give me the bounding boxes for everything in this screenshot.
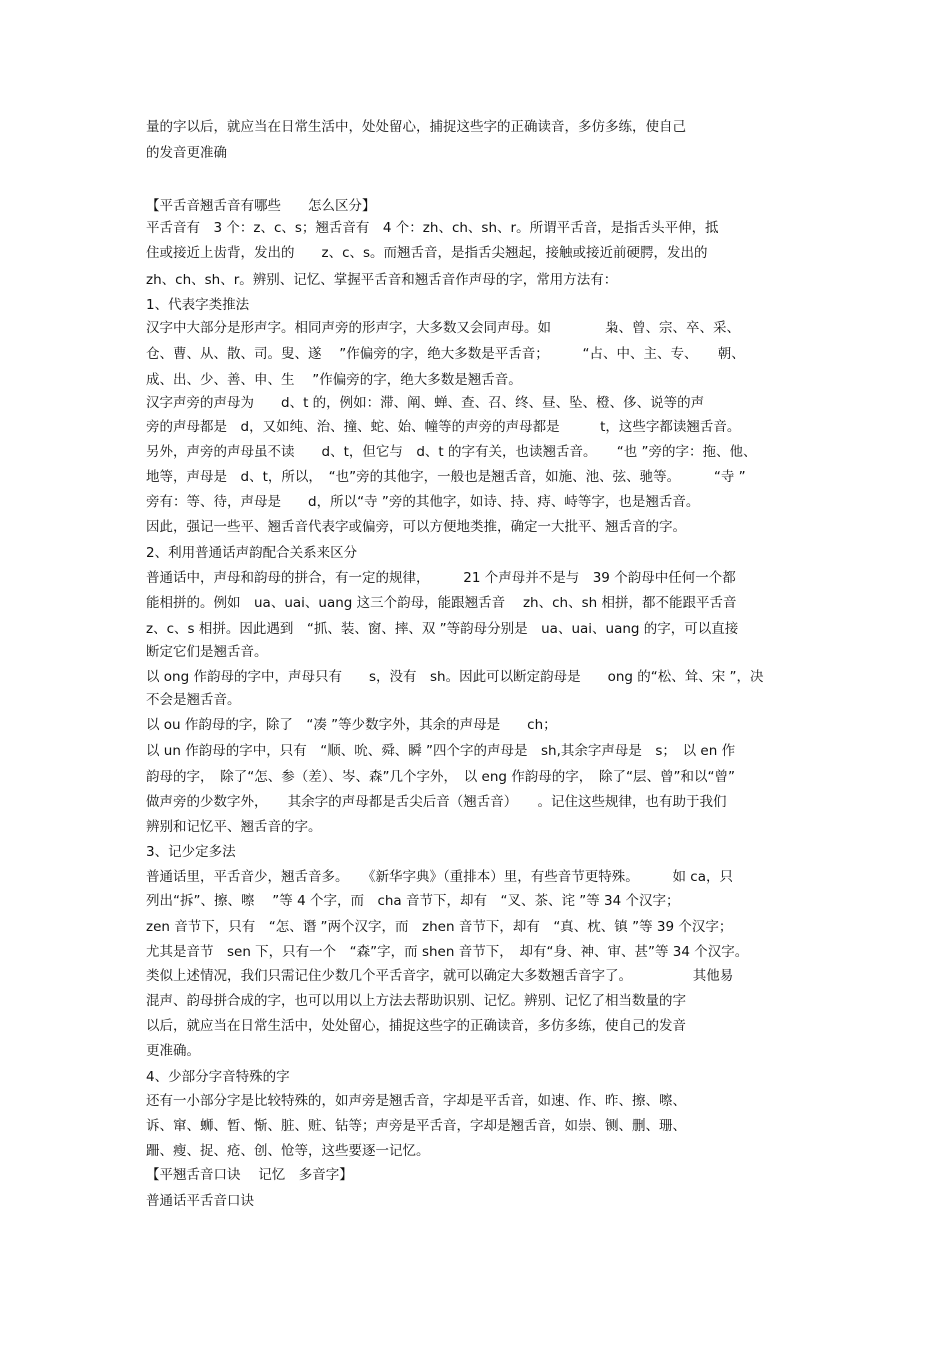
text-line: 汉字声旁的声母为 d、t 的，例如：滞、阐、蝉、查、召、终、昼、坠、橙、侈、说等的声 bbox=[146, 395, 705, 411]
text-line: 做声旁的少数字外， 其余字的声母都是舌尖后音（翘舌音） 。记住这些规律，也有助于我们 bbox=[146, 794, 727, 810]
text-line: 混声、韵母拼合成的字，也可以用以上方法去帮助识别、记忆。辨别、记忆了相当数量的字 bbox=[146, 993, 686, 1009]
text-line: 另外，声旁的声母虽不读 d、t，但它与 d、t 的字有关，也读翘舌音。 “也 ”旁的字：拖、他、 bbox=[146, 444, 757, 460]
text-line: zh、ch、sh、r。辨别、记忆、掌握平舌音和翘舌音作声母的字，常用方法有： bbox=[146, 272, 618, 288]
text-line: 断定它们是翘舌音。 bbox=[146, 644, 268, 660]
subsection-heading: 1、代表字类推法 bbox=[146, 297, 250, 313]
text-line: 跚、瘦、捉、疮、创、怆等，这些要逐一记忆。 bbox=[146, 1143, 430, 1159]
text-line: 旁的声母都是 d，又如纯、治、撞、蛇、始、幢等的声旁的声母都是 t，这些字都读翘舌音。 bbox=[146, 419, 741, 435]
text-line: 以 un 作韵母的字中，只有 “顺、吮、舜、瞬 ”四个字的声母是 sh,其余字声母是 s； 以 en 作 bbox=[146, 743, 736, 759]
text-line: 更准确。 bbox=[146, 1043, 200, 1059]
text-line: 类似上述情况，我们只需记住少数几个平舌音字，就可以确定大多数翘舌音字了。 其他易 bbox=[146, 968, 734, 984]
text-line: 韵母的字， 除了“怎、参（差）、岑、森”几个字外， 以 eng 作韵母的字， 除了“层、曾”和以“曾” bbox=[146, 769, 735, 785]
text-line: 因此，强记一些平、翘舌音代表字或偏旁，可以方便地类推，确定一大批平、翘舌音的字。 bbox=[146, 519, 686, 535]
text-line: 普通话平舌音口诀 bbox=[146, 1193, 254, 1209]
text-line: 能相拼的。例如 ua、uai、uang 这三个韵母，能跟翘舌音 zh、ch、sh 相拼，都不能跟平舌音 bbox=[146, 595, 737, 611]
text-line: 住或接近上齿背，发出的 z、c、s。而翘舌音，是指舌尖翘起，接触或接近前硬腭，发出的 bbox=[146, 245, 708, 261]
text-line: 辨别和记忆平、翘舌音的字。 bbox=[146, 819, 322, 835]
text-line: 平舌音有 3 个：z、c、s；翘舌音有 4 个：zh、ch、sh、r。所谓平舌音，是指舌头平伸，抵 bbox=[146, 220, 719, 236]
section-heading: 【平舌音翘舌音有哪些 怎么区分】 bbox=[146, 198, 376, 214]
text-line: 的发音更准确 bbox=[146, 145, 227, 161]
subsection-heading: 4、少部分字音特殊的字 bbox=[146, 1069, 290, 1085]
text-line: 普通话里，平舌音少，翘舌音多。 《新华字典》（重排本）里，有些音节更特殊。 如 ca，只 bbox=[146, 869, 733, 885]
text-line: 列出“拆”、擦、嚓 ”等 4 个字，而 cha 音节下，却有 “叉、茶、诧 ”等 34 个汉字； bbox=[146, 893, 680, 909]
text-line: 以 ong 作韵母的字中，声母只有 s，没有 sh。因此可以断定韵母是 ong 的“松、耸、宋 ”，决 bbox=[146, 669, 764, 685]
text-line: 以后，就应当在日常生活中，处处留心，捕捉这些字的正确读音，多仿多练，使自己的发音 bbox=[146, 1018, 686, 1034]
text-line: 还有一小部分字是比较特殊的，如声旁是翘舌音，字却是平舌音，如速、作、昨、擦、嚓、 bbox=[146, 1093, 686, 1109]
text-line: 诉、窜、蛳、暂、惭、脏、赃、钻等；声旁是平舌音，字却是翘舌音，如崇、铡、删、珊、 bbox=[146, 1118, 686, 1134]
text-line: 旁有：等、待，声母是 d，所以“寺 ”旁的其他字，如诗、持、痔、峙等字，也是翘舌音。 bbox=[146, 494, 700, 510]
text-line: z、c、s 相拼。因此遇到 “抓、装、窗、摔、双 ”等韵母分别是 ua、uai、uang 的字，可以直接 bbox=[146, 621, 739, 637]
subsection-heading: 3、记少定多法 bbox=[146, 844, 236, 860]
text-line: 成、出、少、善、申、生 ”作偏旁的字，绝大多数是翘舌音。 bbox=[146, 372, 522, 388]
text-line: zen 音节下，只有 “怎、谮 ”两个汉字，而 zhen 音节下，却有 “真、枕、镇 ”等 39 个汉字； bbox=[146, 919, 733, 935]
text-line: 汉字中大部分是形声字。相同声旁的形声字，大多数又会同声母。如 枭、曾、宗、卒、采、 bbox=[146, 320, 740, 336]
text-line: 量的字以后，就应当在日常生活中，处处留心，捕捉这些字的正确读音，多仿多练，使自己 bbox=[146, 119, 686, 135]
text-line: 地等，声母是 d、t，所以， “也”旁的其他字，一般也是翘舌音，如施、池、弦、驰等。 “寺 ” bbox=[146, 469, 746, 485]
text-line: 仓、曹、从、散、司。叟、遂 ”作偏旁的字，绝大多数是平舌音； “占、中、主、专、 朝、 bbox=[146, 346, 745, 362]
subsection-heading: 2、利用普通话声韵配合关系来区分 bbox=[146, 545, 358, 561]
text-line: 以 ou 作韵母的字，除了 “凑 ”等少数字外，其余的声母是 ch； bbox=[146, 717, 557, 733]
text-line: 尤其是音节 sen 下，只有一个 “森”字，而 shen 音节下， 却有“身、神、审、甚”等 34 个汉字。 bbox=[146, 944, 749, 960]
section-heading: 【平翘舌音口诀 记忆 多音字】 bbox=[146, 1167, 353, 1183]
text-line: 不会是翘舌音。 bbox=[146, 692, 241, 708]
text-line: 普通话中，声母和韵母的拼合，有一定的规律， 21 个声母并不是与 39 个韵母中任何一个都 bbox=[146, 570, 736, 586]
